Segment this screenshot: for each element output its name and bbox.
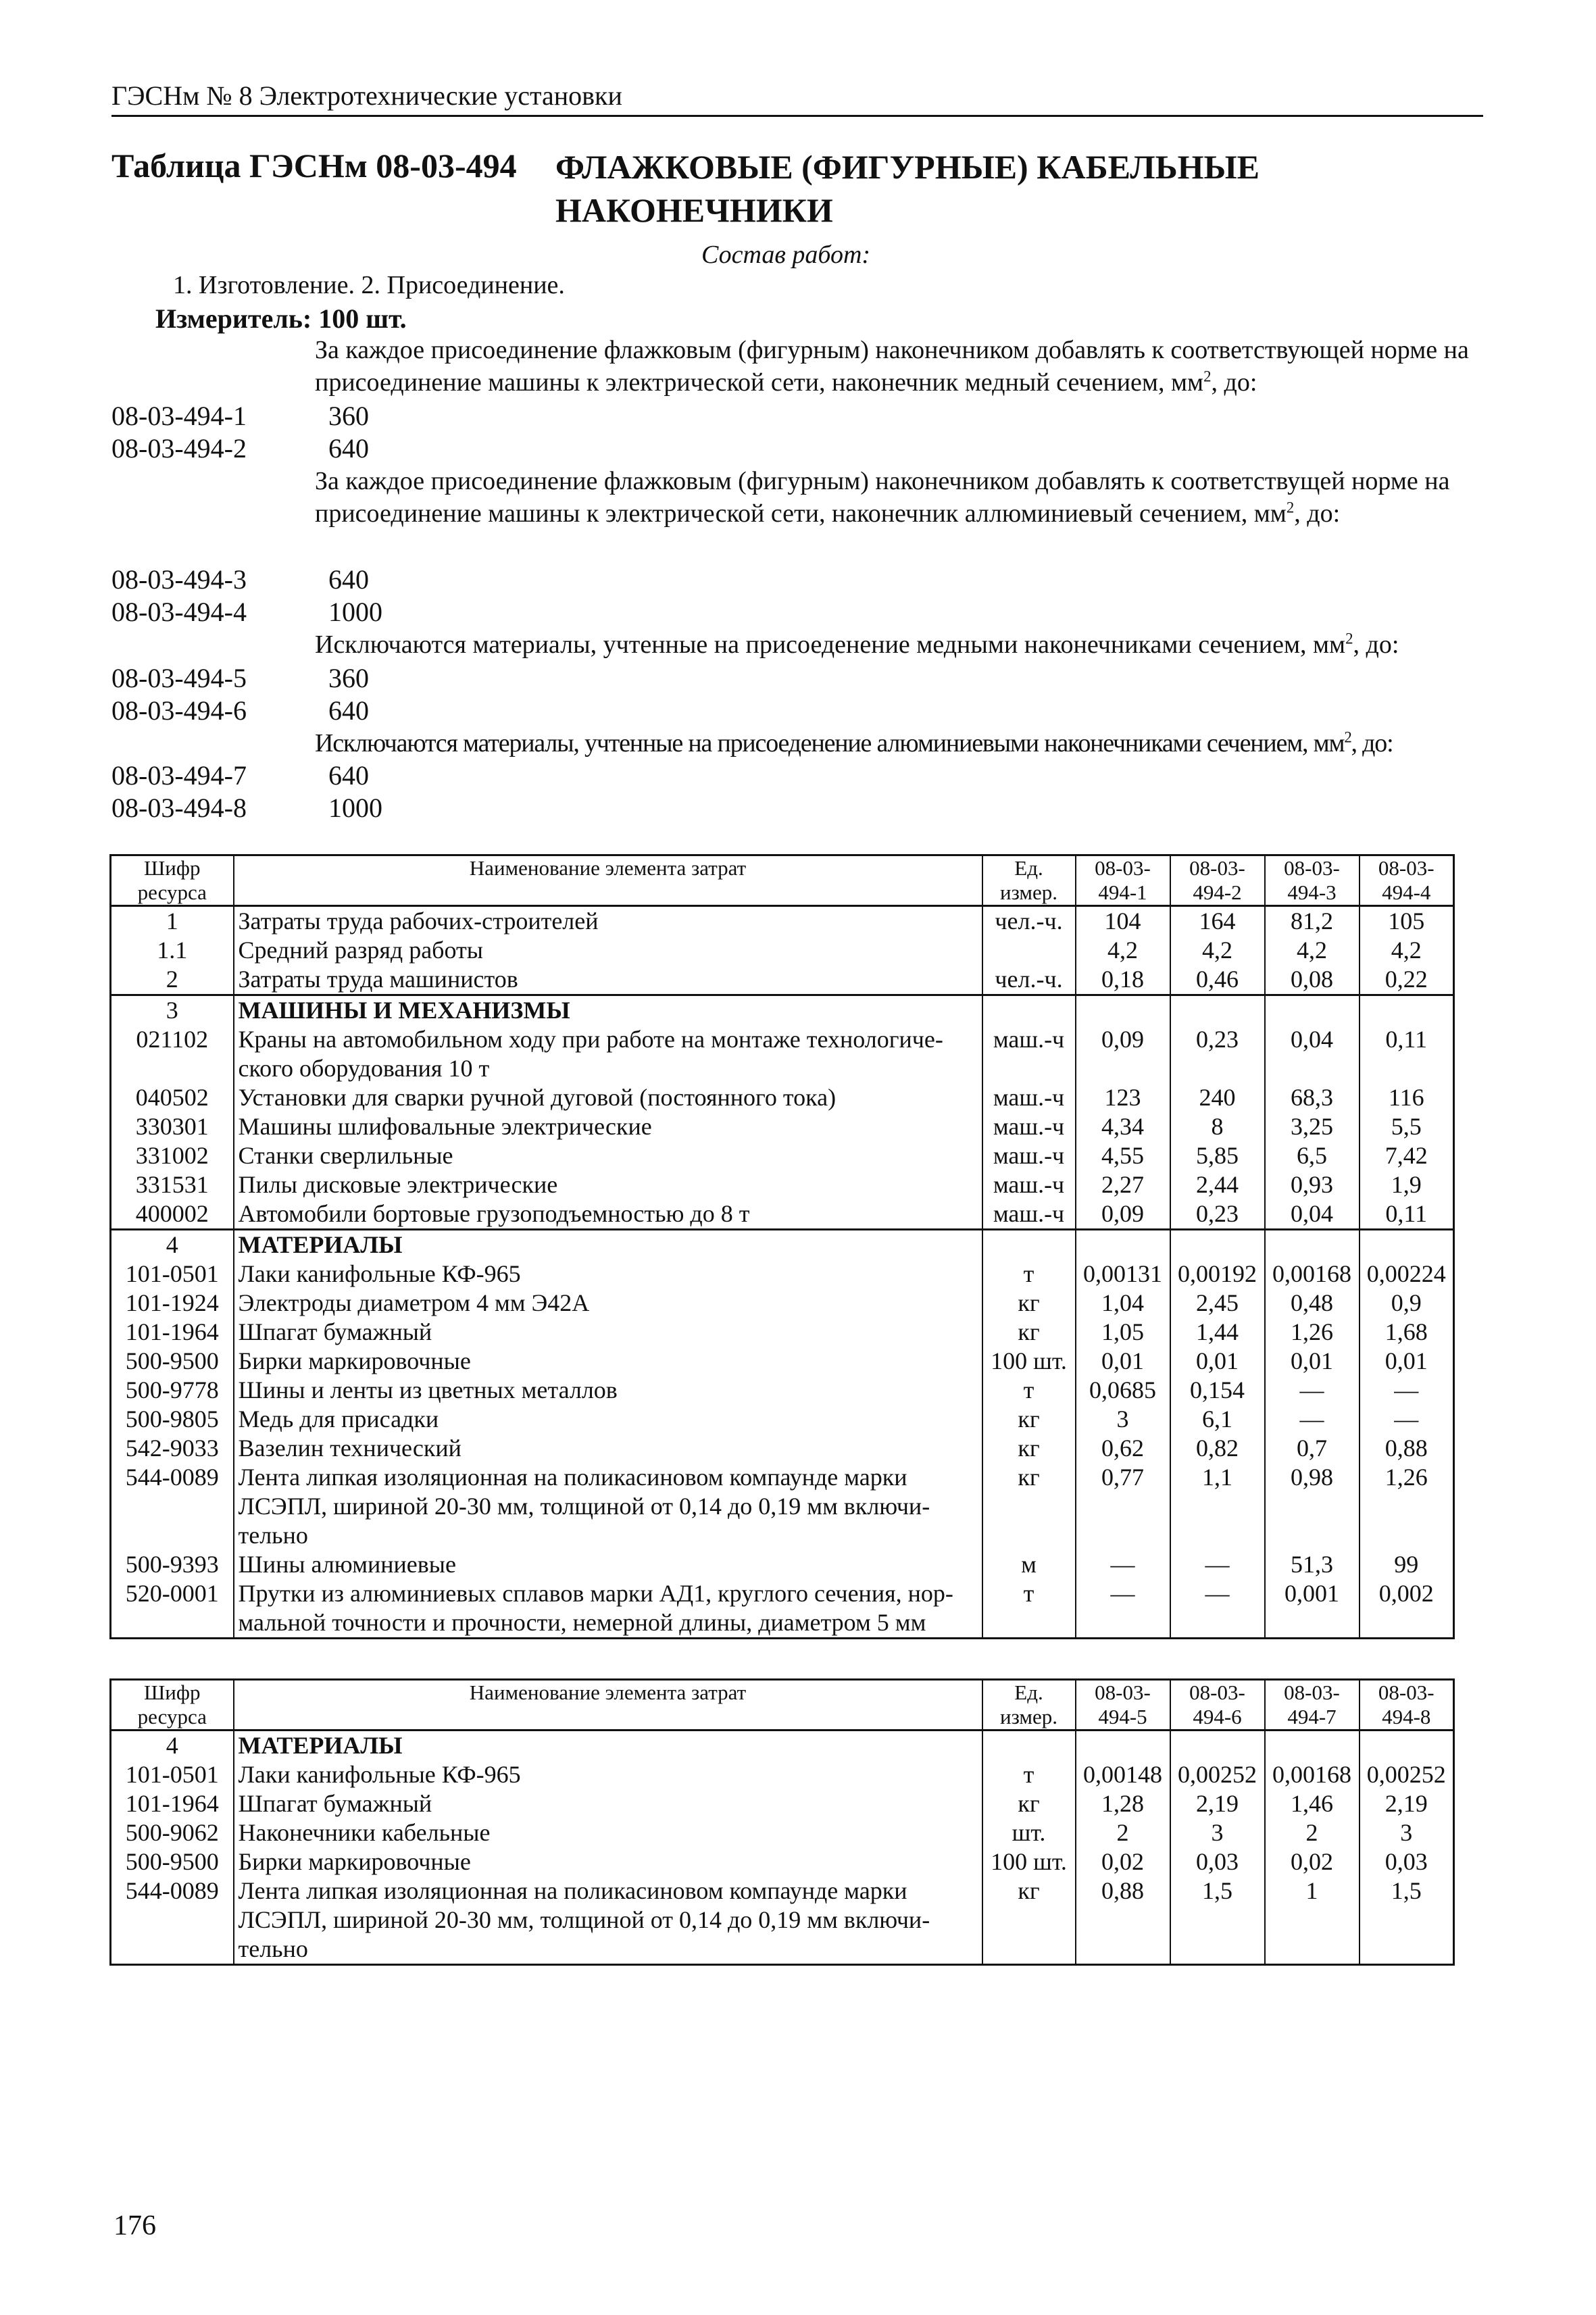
- norm-value: 2: [1076, 1818, 1170, 1847]
- resource-unit: шт.: [982, 1818, 1076, 1847]
- norm-value: 116: [1360, 1083, 1454, 1112]
- resource-name: Бирки маркировочные: [234, 1347, 982, 1376]
- norm-value: [1265, 995, 1360, 1026]
- resource-unit: маш.-ч: [982, 1083, 1076, 1112]
- table-row: [111, 1199, 1454, 1230]
- norm-value: 1,5: [1360, 1876, 1454, 1965]
- norm-value: 0,09: [1076, 1199, 1170, 1230]
- table-row: [111, 1083, 1454, 1112]
- table-row: [111, 1405, 1454, 1434]
- header-norm-6: 08-03-494-6: [1170, 1680, 1265, 1731]
- norm-value: 0,01: [1265, 1347, 1360, 1376]
- resource-code: 040502: [111, 1083, 234, 1112]
- norm-value: [1170, 1731, 1265, 1761]
- table-row: [111, 1579, 1454, 1639]
- norm-value: 0,09: [1076, 1025, 1170, 1083]
- norm-value: 123: [1076, 1083, 1170, 1112]
- norm-value: 0,00192: [1170, 1260, 1265, 1289]
- resource-name: Машины шлифовальные электрические: [234, 1112, 982, 1141]
- norm-value: 0,82: [1170, 1434, 1265, 1463]
- norm-value: 0,93: [1265, 1170, 1360, 1199]
- table-label: Таблица ГЭСНм 08-03-494: [111, 147, 517, 184]
- resource-code: 500-9500: [111, 1347, 234, 1376]
- resource-name: Прутки из алюминиевых сплавов марки АД1, круглого сечения, нор-мальной точности и прочности, немерной длины, диаметром 5 мм: [234, 1579, 982, 1639]
- norm-value: 0,001: [1265, 1579, 1360, 1639]
- norm-value: 1: [1265, 1876, 1360, 1965]
- norm-value: [1360, 995, 1454, 1026]
- norm-value: 0,9: [1360, 1289, 1454, 1318]
- group-4-code-1: 08-03-494-7: [111, 760, 247, 791]
- norm-value: 0,154: [1170, 1376, 1265, 1405]
- norm-value: 4,2: [1265, 936, 1360, 965]
- table-title: [555, 145, 1260, 232]
- resource-unit: т: [982, 1260, 1076, 1289]
- group-1-code-1: 08-03-494-1: [111, 401, 247, 431]
- table-row: [111, 1112, 1454, 1141]
- norm-value: 0,01: [1170, 1347, 1265, 1376]
- norm-value: 1,68: [1360, 1318, 1454, 1347]
- resource-name: Затраты труда машинистов: [234, 965, 982, 995]
- resource-name: Шпагат бумажный: [234, 1789, 982, 1818]
- norm-value: —: [1360, 1405, 1454, 1434]
- table-header-row: [111, 1680, 1454, 1731]
- resource-code: 331002: [111, 1141, 234, 1170]
- resource-code: 500-9062: [111, 1818, 234, 1847]
- resource-code: 101-1964: [111, 1789, 234, 1818]
- resource-unit: кг: [982, 1289, 1076, 1318]
- resource-code: 520-0001: [111, 1579, 234, 1639]
- resource-code: 101-0501: [111, 1760, 234, 1789]
- norm-value: —: [1076, 1550, 1170, 1579]
- norm-value: 0,18: [1076, 965, 1170, 995]
- group-2-value-1: 640: [328, 564, 369, 595]
- norm-value: 0,11: [1360, 1199, 1454, 1230]
- section-row: [111, 1731, 1454, 1761]
- norm-value: —: [1170, 1550, 1265, 1579]
- resource-unit: 100 шт.: [982, 1847, 1076, 1876]
- header-norm-3: 08-03-494-3: [1265, 855, 1360, 906]
- table-row: [111, 1318, 1454, 1347]
- norm-value: 0,00224: [1360, 1260, 1454, 1289]
- resource-unit: кг: [982, 1434, 1076, 1463]
- resource-unit: маш.-ч: [982, 1025, 1076, 1083]
- resource-code: 4: [111, 1230, 234, 1260]
- norm-value: 1,28: [1076, 1789, 1170, 1818]
- group-2-code-1: 08-03-494-3: [111, 564, 247, 595]
- resource-code: 2: [111, 965, 234, 995]
- norm-value: 81,2: [1265, 906, 1360, 937]
- table-row: [111, 1141, 1454, 1170]
- resource-unit: маш.-ч: [982, 1112, 1076, 1141]
- norm-value: 0,04: [1265, 1025, 1360, 1083]
- norm-value: 0,08: [1265, 965, 1360, 995]
- table-row: [111, 936, 1454, 965]
- norm-value: 0,23: [1170, 1199, 1265, 1230]
- norm-value: 68,3: [1265, 1083, 1360, 1112]
- norm-value: —: [1170, 1579, 1265, 1639]
- resource-name: Наконечники кабельные: [234, 1818, 982, 1847]
- norm-value: 0,02: [1265, 1847, 1360, 1876]
- header-norm-2: 08-03-494-2: [1170, 855, 1265, 906]
- norm-value: 0,88: [1076, 1876, 1170, 1965]
- norm-value: 0,02: [1076, 1847, 1170, 1876]
- resource-table-2: [109, 1678, 1455, 1966]
- norm-value: 2,19: [1360, 1789, 1454, 1818]
- norm-value: 0,00148: [1076, 1760, 1170, 1789]
- resource-unit: маш.-ч: [982, 1199, 1076, 1230]
- resource-name: Лаки канифольные КФ-965: [234, 1260, 982, 1289]
- group-4-value-1: 640: [328, 760, 369, 791]
- resource-unit: кг: [982, 1318, 1076, 1347]
- norm-value: 1,1: [1170, 1463, 1265, 1550]
- resource-code: 500-9500: [111, 1847, 234, 1876]
- group-1-value-2: 640: [328, 433, 369, 464]
- resource-unit: кг: [982, 1876, 1076, 1965]
- resource-unit: кг: [982, 1405, 1076, 1434]
- header-norm-7: 08-03-494-7: [1265, 1680, 1360, 1731]
- norm-value: 51,3: [1265, 1550, 1360, 1579]
- norm-value: 0,00131: [1076, 1260, 1170, 1289]
- table-row: [111, 1260, 1454, 1289]
- norm-value: —: [1265, 1405, 1360, 1434]
- resource-code: 500-9778: [111, 1376, 234, 1405]
- resource-name: Лаки канифольные КФ-965: [234, 1760, 982, 1789]
- work-composition-label: Состав работ:: [701, 241, 871, 269]
- norm-value: 0,98: [1265, 1463, 1360, 1550]
- norm-value: 0,88: [1360, 1434, 1454, 1463]
- section-row: [111, 995, 1454, 1026]
- norm-value: 0,01: [1076, 1347, 1170, 1376]
- norm-value: [1360, 1230, 1454, 1260]
- page-number: 176: [114, 2210, 156, 2241]
- resource-unit: [982, 936, 1076, 965]
- resource-code: 542-9033: [111, 1434, 234, 1463]
- norm-value: 1,26: [1360, 1463, 1454, 1550]
- resource-code: 500-9805: [111, 1405, 234, 1434]
- norm-value: 3,25: [1265, 1112, 1360, 1141]
- norm-value: 0,77: [1076, 1463, 1170, 1550]
- norm-value: 0,04: [1265, 1199, 1360, 1230]
- resource-unit: т: [982, 1760, 1076, 1789]
- group-3-value-2: 640: [328, 695, 369, 726]
- table-row: [111, 965, 1454, 995]
- table-row: [111, 1463, 1454, 1550]
- group-4-description: Исключаются материалы, учтенные на присоеденение алюминиевыми наконечниками сечением, $мм^2$, до:: [315, 728, 1393, 757]
- norm-value: 0,03: [1170, 1847, 1265, 1876]
- norm-value: 3: [1076, 1405, 1170, 1434]
- norm-value: 4,2: [1170, 936, 1265, 965]
- norm-value: 6,1: [1170, 1405, 1265, 1434]
- resource-table-1: [109, 854, 1455, 1639]
- resource-name: МАТЕРИАЛЫ: [234, 1731, 982, 1761]
- header-norm-1: 08-03-494-1: [1076, 855, 1170, 906]
- resource-name: МАТЕРИАЛЫ: [234, 1230, 982, 1260]
- group-1-value-1: 360: [328, 401, 369, 431]
- measurement-unit: Измеритель: 100 шт.: [155, 303, 407, 334]
- norm-value: 5,5: [1360, 1112, 1454, 1141]
- resource-name: Станки сверлильные: [234, 1141, 982, 1170]
- norm-value: 104: [1076, 906, 1170, 937]
- resource-name: Краны на автомобильном ходу при работе на монтаже технологиче-ского оборудования 10 т: [234, 1025, 982, 1083]
- norm-value: 0,03: [1360, 1847, 1454, 1876]
- group-2-description: За каждое присоединение флажковым (фигурным) наконечником добавлять к соответствущей норме на присоединение машины к электрической сети, наконечник аллюминиевый сечением, $мм^2$, до:: [315, 467, 1450, 528]
- norm-value: 0,46: [1170, 965, 1265, 995]
- norm-value: 7,42: [1360, 1141, 1454, 1170]
- norm-value: 1,46: [1265, 1789, 1360, 1818]
- resource-name: Лента липкая изоляционная на поликасиновом компаунде марки ЛСЭПЛ, шириной 20-30 мм, толщиной от 0,14 до 0,19 мм включи-тельно: [234, 1876, 982, 1965]
- norm-value: [1076, 995, 1170, 1026]
- resource-code: 400002: [111, 1199, 234, 1230]
- resource-code: 101-1964: [111, 1318, 234, 1347]
- table-row: [111, 1876, 1454, 1965]
- group-2-value-2: 1000: [328, 597, 382, 627]
- header-code: Шифр ресурса: [111, 1680, 234, 1731]
- norm-value: 0,11: [1360, 1025, 1454, 1083]
- resource-name: Вазелин технический: [234, 1434, 982, 1463]
- resource-code: 4: [111, 1731, 234, 1761]
- table-header-row: [111, 855, 1454, 906]
- resource-unit: кг: [982, 1789, 1076, 1818]
- section-row: [111, 1230, 1454, 1260]
- header-norm-8: 08-03-494-8: [1360, 1680, 1454, 1731]
- norm-value: 4,2: [1076, 936, 1170, 965]
- resource-name: Пилы дисковые электрические: [234, 1170, 982, 1199]
- work-composition-items: 1. Изготовление. 2. Присоединение.: [173, 271, 565, 299]
- table-title-line-2: НАКОНЕЧНИКИ: [555, 191, 833, 229]
- resource-name: Затраты труда рабочих-строителей: [234, 906, 982, 937]
- norm-value: [1170, 1230, 1265, 1260]
- norm-value: 0,0685: [1076, 1376, 1170, 1405]
- header-unit: Ед. измер.: [982, 855, 1076, 906]
- norm-value: [1076, 1230, 1170, 1260]
- norm-value: 105: [1360, 906, 1454, 937]
- header-name: Наименование элемента затрат: [234, 1680, 982, 1731]
- table-row: [111, 1847, 1454, 1876]
- group-1-code-2: 08-03-494-2: [111, 433, 247, 464]
- norm-value: [1265, 1731, 1360, 1761]
- table-row: [111, 1289, 1454, 1318]
- group-3-value-1: 360: [328, 663, 369, 693]
- norm-value: 1,05: [1076, 1318, 1170, 1347]
- resource-unit: [982, 1731, 1076, 1761]
- norm-value: —: [1076, 1579, 1170, 1639]
- resource-unit: т: [982, 1579, 1076, 1639]
- norm-value: 5,85: [1170, 1141, 1265, 1170]
- norm-value: 1,9: [1360, 1170, 1454, 1199]
- group-3-code-2: 08-03-494-6: [111, 695, 247, 726]
- resource-unit: маш.-ч: [982, 1141, 1076, 1170]
- table-row: [111, 1550, 1454, 1579]
- resource-unit: 100 шт.: [982, 1347, 1076, 1376]
- norm-value: 2,45: [1170, 1289, 1265, 1318]
- table-row: [111, 1170, 1454, 1199]
- running-header: ГЭСНм № 8 Электротехнические установки: [111, 80, 622, 111]
- resource-name: Бирки маркировочные: [234, 1847, 982, 1876]
- norm-value: 1,04: [1076, 1289, 1170, 1318]
- norm-value: —: [1265, 1376, 1360, 1405]
- norm-value: —: [1360, 1376, 1454, 1405]
- norm-value: 0,00252: [1170, 1760, 1265, 1789]
- norm-value: 1,5: [1170, 1876, 1265, 1965]
- resource-name: Электроды диаметром 4 мм Э42А: [234, 1289, 982, 1318]
- resource-name: Средний разряд работы: [234, 936, 982, 965]
- norm-value: 0,7: [1265, 1434, 1360, 1463]
- resource-unit: кг: [982, 1463, 1076, 1550]
- resource-code: 021102: [111, 1025, 234, 1083]
- header-norm-4: 08-03-494-4: [1360, 855, 1454, 906]
- header-norm-5: 08-03-494-5: [1076, 1680, 1170, 1731]
- group-3-description: Исключаются материалы, учтенные на присоеденение медными наконечниками сечением, $мм^2$, до:: [315, 630, 1399, 659]
- table-row: [111, 1818, 1454, 1847]
- norm-value: 3: [1170, 1818, 1265, 1847]
- resource-unit: [982, 1230, 1076, 1260]
- resource-code: 331531: [111, 1170, 234, 1199]
- norm-value: 4,34: [1076, 1112, 1170, 1141]
- resource-unit: м: [982, 1550, 1076, 1579]
- resource-unit: т: [982, 1376, 1076, 1405]
- group-4-code-2: 08-03-494-8: [111, 793, 247, 823]
- header-rule: [111, 115, 1483, 117]
- resource-name: Шпагат бумажный: [234, 1318, 982, 1347]
- norm-value: 0,62: [1076, 1434, 1170, 1463]
- norm-value: 240: [1170, 1083, 1265, 1112]
- resource-name: Шины алюминиевые: [234, 1550, 982, 1579]
- norm-value: 4,55: [1076, 1141, 1170, 1170]
- norm-value: [1076, 1731, 1170, 1761]
- norm-value: 0,22: [1360, 965, 1454, 995]
- resource-code: 101-1924: [111, 1289, 234, 1318]
- group-3-code-1: 08-03-494-5: [111, 663, 247, 693]
- norm-value: 1,26: [1265, 1318, 1360, 1347]
- resource-name: Установки для сварки ручной дуговой (постоянного тока): [234, 1083, 982, 1112]
- norm-value: 0,23: [1170, 1025, 1265, 1083]
- resource-code: 500-9393: [111, 1550, 234, 1579]
- norm-value: 0,00252: [1360, 1760, 1454, 1789]
- resource-name: МАШИНЫ И МЕХАНИЗМЫ: [234, 995, 982, 1026]
- resource-unit: [982, 995, 1076, 1026]
- resource-code: 101-0501: [111, 1260, 234, 1289]
- header-code: Шифр ресурса: [111, 855, 234, 906]
- norm-value: [1170, 995, 1265, 1026]
- header-unit: Ед. измер.: [982, 1680, 1076, 1731]
- group-4-value-2: 1000: [328, 793, 382, 823]
- resource-code: 544-0089: [111, 1463, 234, 1550]
- norm-value: 1,44: [1170, 1318, 1265, 1347]
- table-row: [111, 1025, 1454, 1083]
- table-row: [111, 1347, 1454, 1376]
- resource-code: 544-0089: [111, 1876, 234, 1965]
- group-1-description: За каждое присоединение флажковым (фигурным) наконечником добавлять к соответствующей норме на присоединение машины к электрической сети, наконечник медный сечением, $мм^2$, до:: [315, 336, 1469, 397]
- table-row: [111, 1434, 1454, 1463]
- header-name: Наименование элемента затрат: [234, 855, 982, 906]
- norm-value: 99: [1360, 1550, 1454, 1579]
- norm-value: 0,01: [1360, 1347, 1454, 1376]
- resource-code: 1.1: [111, 936, 234, 965]
- table-row: [111, 906, 1454, 937]
- group-2-code-2: 08-03-494-4: [111, 597, 247, 627]
- table-row: [111, 1789, 1454, 1818]
- norm-value: 0,002: [1360, 1579, 1454, 1639]
- norm-value: 4,2: [1360, 936, 1454, 965]
- resource-unit: чел.-ч.: [982, 965, 1076, 995]
- table-row: [111, 1760, 1454, 1789]
- table-row: [111, 1376, 1454, 1405]
- norm-value: 6,5: [1265, 1141, 1360, 1170]
- norm-value: [1265, 1230, 1360, 1260]
- norm-value: 0,00168: [1265, 1260, 1360, 1289]
- table-title-line-1: ФЛАЖКОВЫЕ (ФИГУРНЫЕ) КАБЕЛЬНЫЕ: [555, 148, 1260, 186]
- norm-value: [1360, 1731, 1454, 1761]
- norm-value: 0,48: [1265, 1289, 1360, 1318]
- resource-code: 330301: [111, 1112, 234, 1141]
- resource-code: 3: [111, 995, 234, 1026]
- resource-name: Медь для присадки: [234, 1405, 982, 1434]
- resource-name: Лента липкая изоляционная на поликасиновом компаунде марки ЛСЭПЛ, шириной 20-30 мм, толщиной от 0,14 до 0,19 мм включи-тельно: [234, 1463, 982, 1550]
- norm-value: 3: [1360, 1818, 1454, 1847]
- resource-unit: маш.-ч: [982, 1170, 1076, 1199]
- norm-value: 8: [1170, 1112, 1265, 1141]
- norm-value: 2,27: [1076, 1170, 1170, 1199]
- norm-value: 0,00168: [1265, 1760, 1360, 1789]
- norm-value: 164: [1170, 906, 1265, 937]
- resource-name: Шины и ленты из цветных металлов: [234, 1376, 982, 1405]
- norm-value: 2,19: [1170, 1789, 1265, 1818]
- norm-value: 2: [1265, 1818, 1360, 1847]
- resource-code: 1: [111, 906, 234, 937]
- resource-name: Автомобили бортовые грузоподъемностью до 8 т: [234, 1199, 982, 1230]
- norm-value: 2,44: [1170, 1170, 1265, 1199]
- resource-unit: чел.-ч.: [982, 906, 1076, 937]
